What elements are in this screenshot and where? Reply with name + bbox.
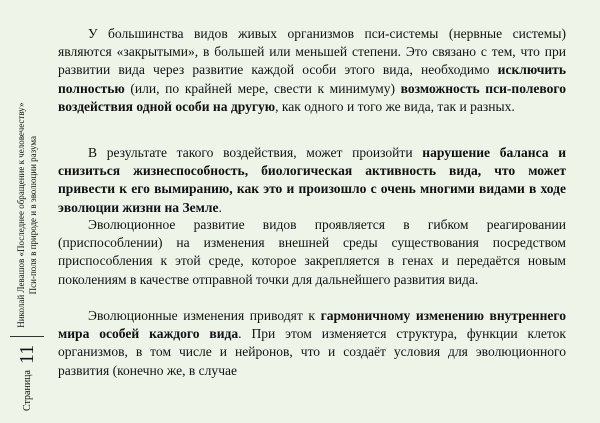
page-sidebar	[0, 0, 54, 423]
paragraph	[58, 144, 566, 217]
paragraph	[58, 307, 566, 380]
page-label: Страница	[21, 370, 33, 411]
sidebar-header	[3, 11, 51, 411]
text-segment: .	[218, 199, 222, 215]
book-info	[15, 102, 39, 327]
paragraph	[58, 25, 566, 116]
sidebar-divider	[10, 336, 44, 337]
bold-text: нарушение баланса и снизиться жизнеспособность, биологическая активность вида, что может привести к его вымиранию, как это и произошло с очень многими видами в ходе эволюции жизни на Земле	[58, 145, 566, 215]
document-body	[58, 0, 566, 423]
paragraph	[58, 216, 566, 289]
text-segment: (или, по крайней мере, свести к минимуму)	[124, 80, 401, 96]
bold-text: гармоничному изменению внутреннего мира особей каждого вида	[58, 308, 566, 342]
text-segment: Эволюционные изменения приводят к	[88, 308, 321, 323]
text-segment: У большинства видов живых организмов пси-системы (нервные системы) являются «закрытыми», в большей или меньшей степени. Это связано с тем, что при развитии вида через развитие каждой особи этого вида, необходимо	[58, 26, 566, 78]
book-subtitle-line: Пси-поля в природе и в эволюции разума	[28, 135, 38, 295]
text-segment: В результате такого воздействия, может произойти	[88, 145, 423, 160]
book-title-line: Николай Левашов «Последнее обращение к человечеству»	[16, 102, 26, 328]
page-number: 11	[16, 344, 38, 365]
bold-text: возможность пси-полевого воздействия одной особи на другую	[58, 80, 566, 114]
text-segment: . При этом изменяется структура, функции клеток организмов, в том числе и нейронов, что и создаёт условия для эволюционного развития (конечно же, в случае	[58, 326, 566, 378]
text-segment: , как одного и того же вида, так и разных.	[275, 98, 515, 114]
text-segment: Эволюционное развитие видов проявляется в гибком реагировании (приспособлении) на изменения внешней среды существования посредством приспособления к этой среде, которое закрепляется в генах и передаётся новым поколениям в качестве отправной точки для дальнейшего развития вида.	[58, 217, 566, 287]
bold-text: исключить полностью	[58, 62, 566, 96]
